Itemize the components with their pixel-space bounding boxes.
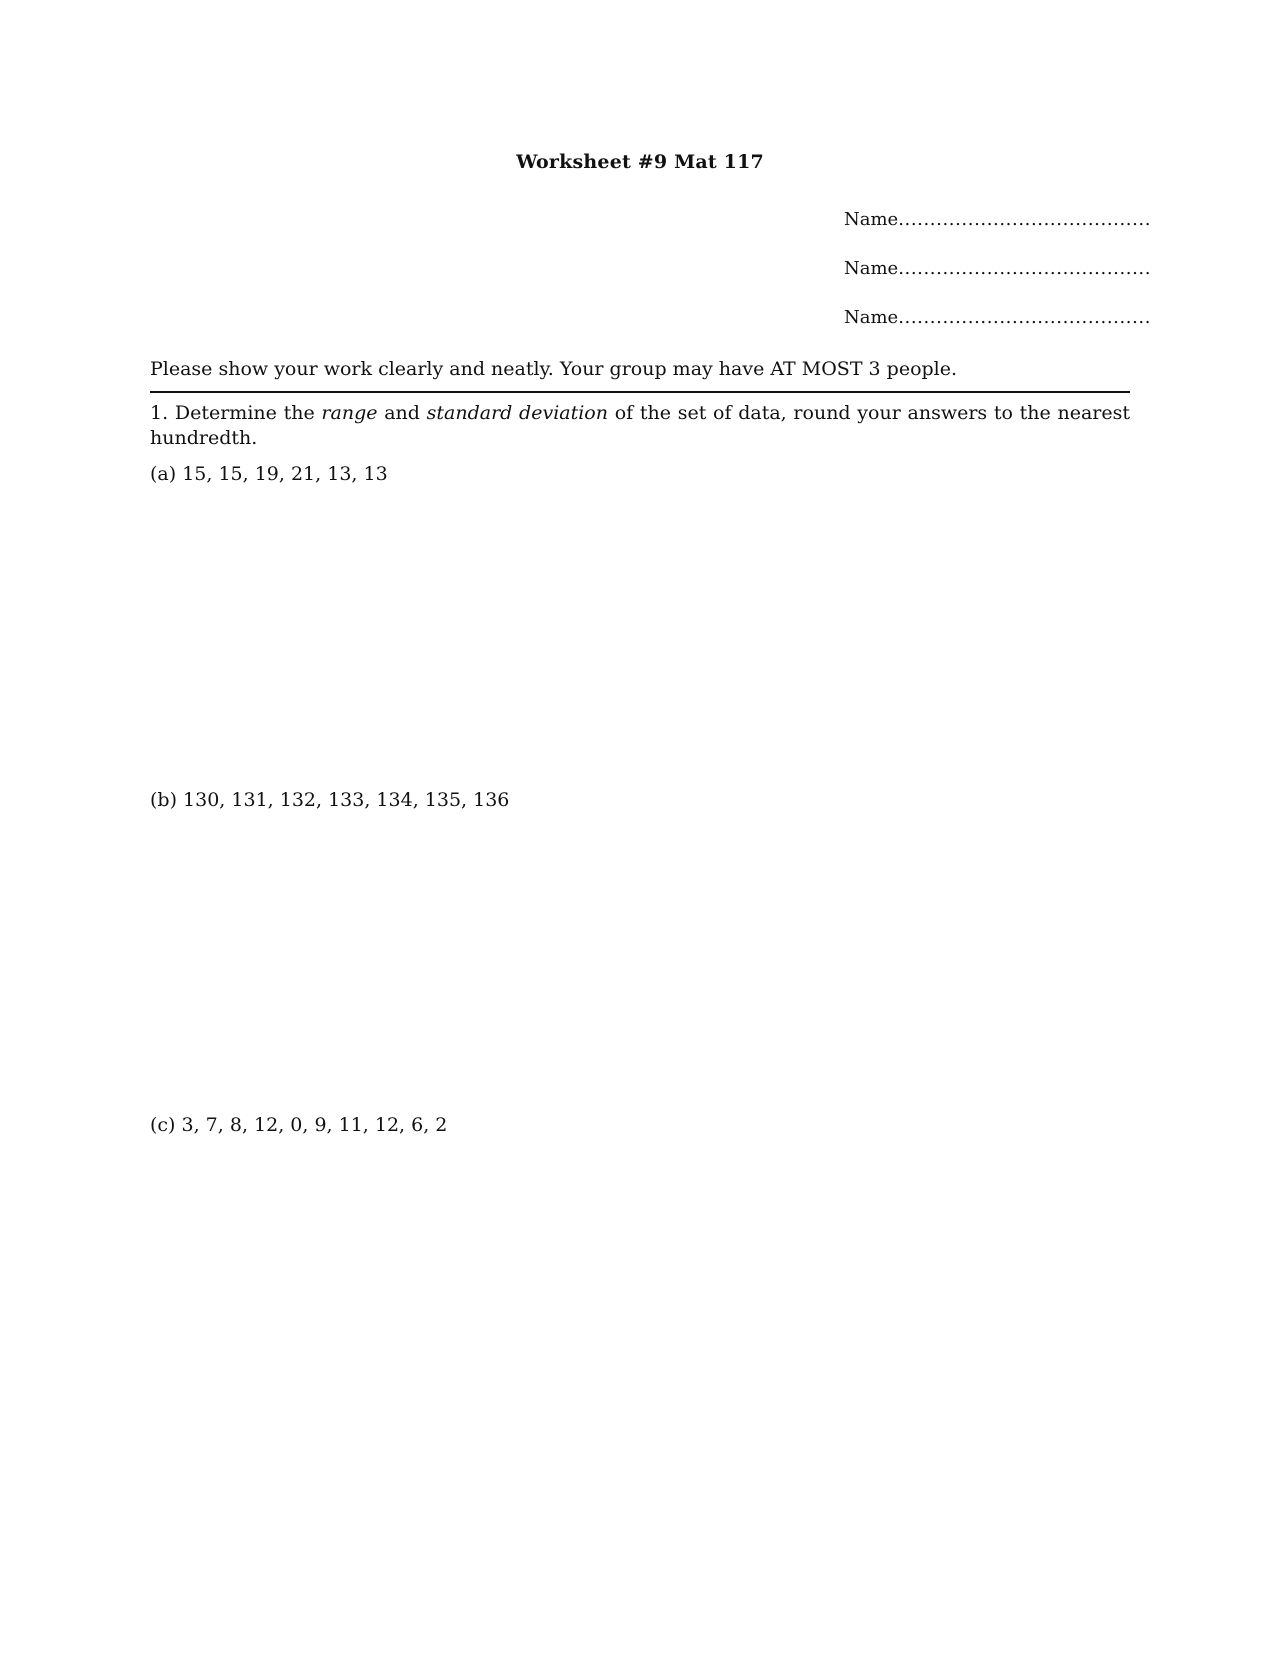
question-text-before: Determine the	[174, 402, 315, 424]
name-label: Name	[844, 209, 899, 230]
part-b	[150, 791, 509, 810]
name-field-1	[844, 211, 1151, 229]
part-a	[150, 465, 388, 484]
term-standard-deviation: standard deviation	[426, 402, 608, 424]
part-data: 130, 131, 132, 133, 134, 135, 136	[183, 789, 510, 811]
name-blank: ........................................	[898, 209, 1152, 230]
part-label: (a)	[150, 463, 177, 485]
question-text-and: and	[384, 402, 420, 424]
name-blank: ........................................	[898, 258, 1152, 279]
name-label: Name	[844, 258, 899, 279]
worksheet-title: Worksheet #9 Mat 117	[516, 151, 764, 173]
part-label: (c)	[150, 1114, 176, 1136]
part-c	[150, 1116, 447, 1135]
name-field-3	[844, 309, 1151, 327]
question-1	[150, 401, 1130, 451]
term-range: range	[321, 402, 378, 424]
question-text-after: of the set of data, round your answers to the nearest hundredth.	[150, 402, 1130, 449]
name-label: Name	[844, 307, 899, 328]
part-data: 15, 15, 19, 21, 13, 13	[182, 463, 388, 485]
instructions: Please show your work clearly and neatly. Your group may have AT MOST 3 people.	[150, 358, 958, 380]
part-label: (b)	[150, 789, 177, 811]
header-divider	[150, 391, 1130, 393]
question-number: 1.	[150, 402, 169, 424]
part-data: 3, 7, 8, 12, 0, 9, 11, 12, 6, 2	[181, 1114, 448, 1136]
name-blank: ........................................	[898, 307, 1152, 328]
name-field-2	[844, 260, 1151, 278]
